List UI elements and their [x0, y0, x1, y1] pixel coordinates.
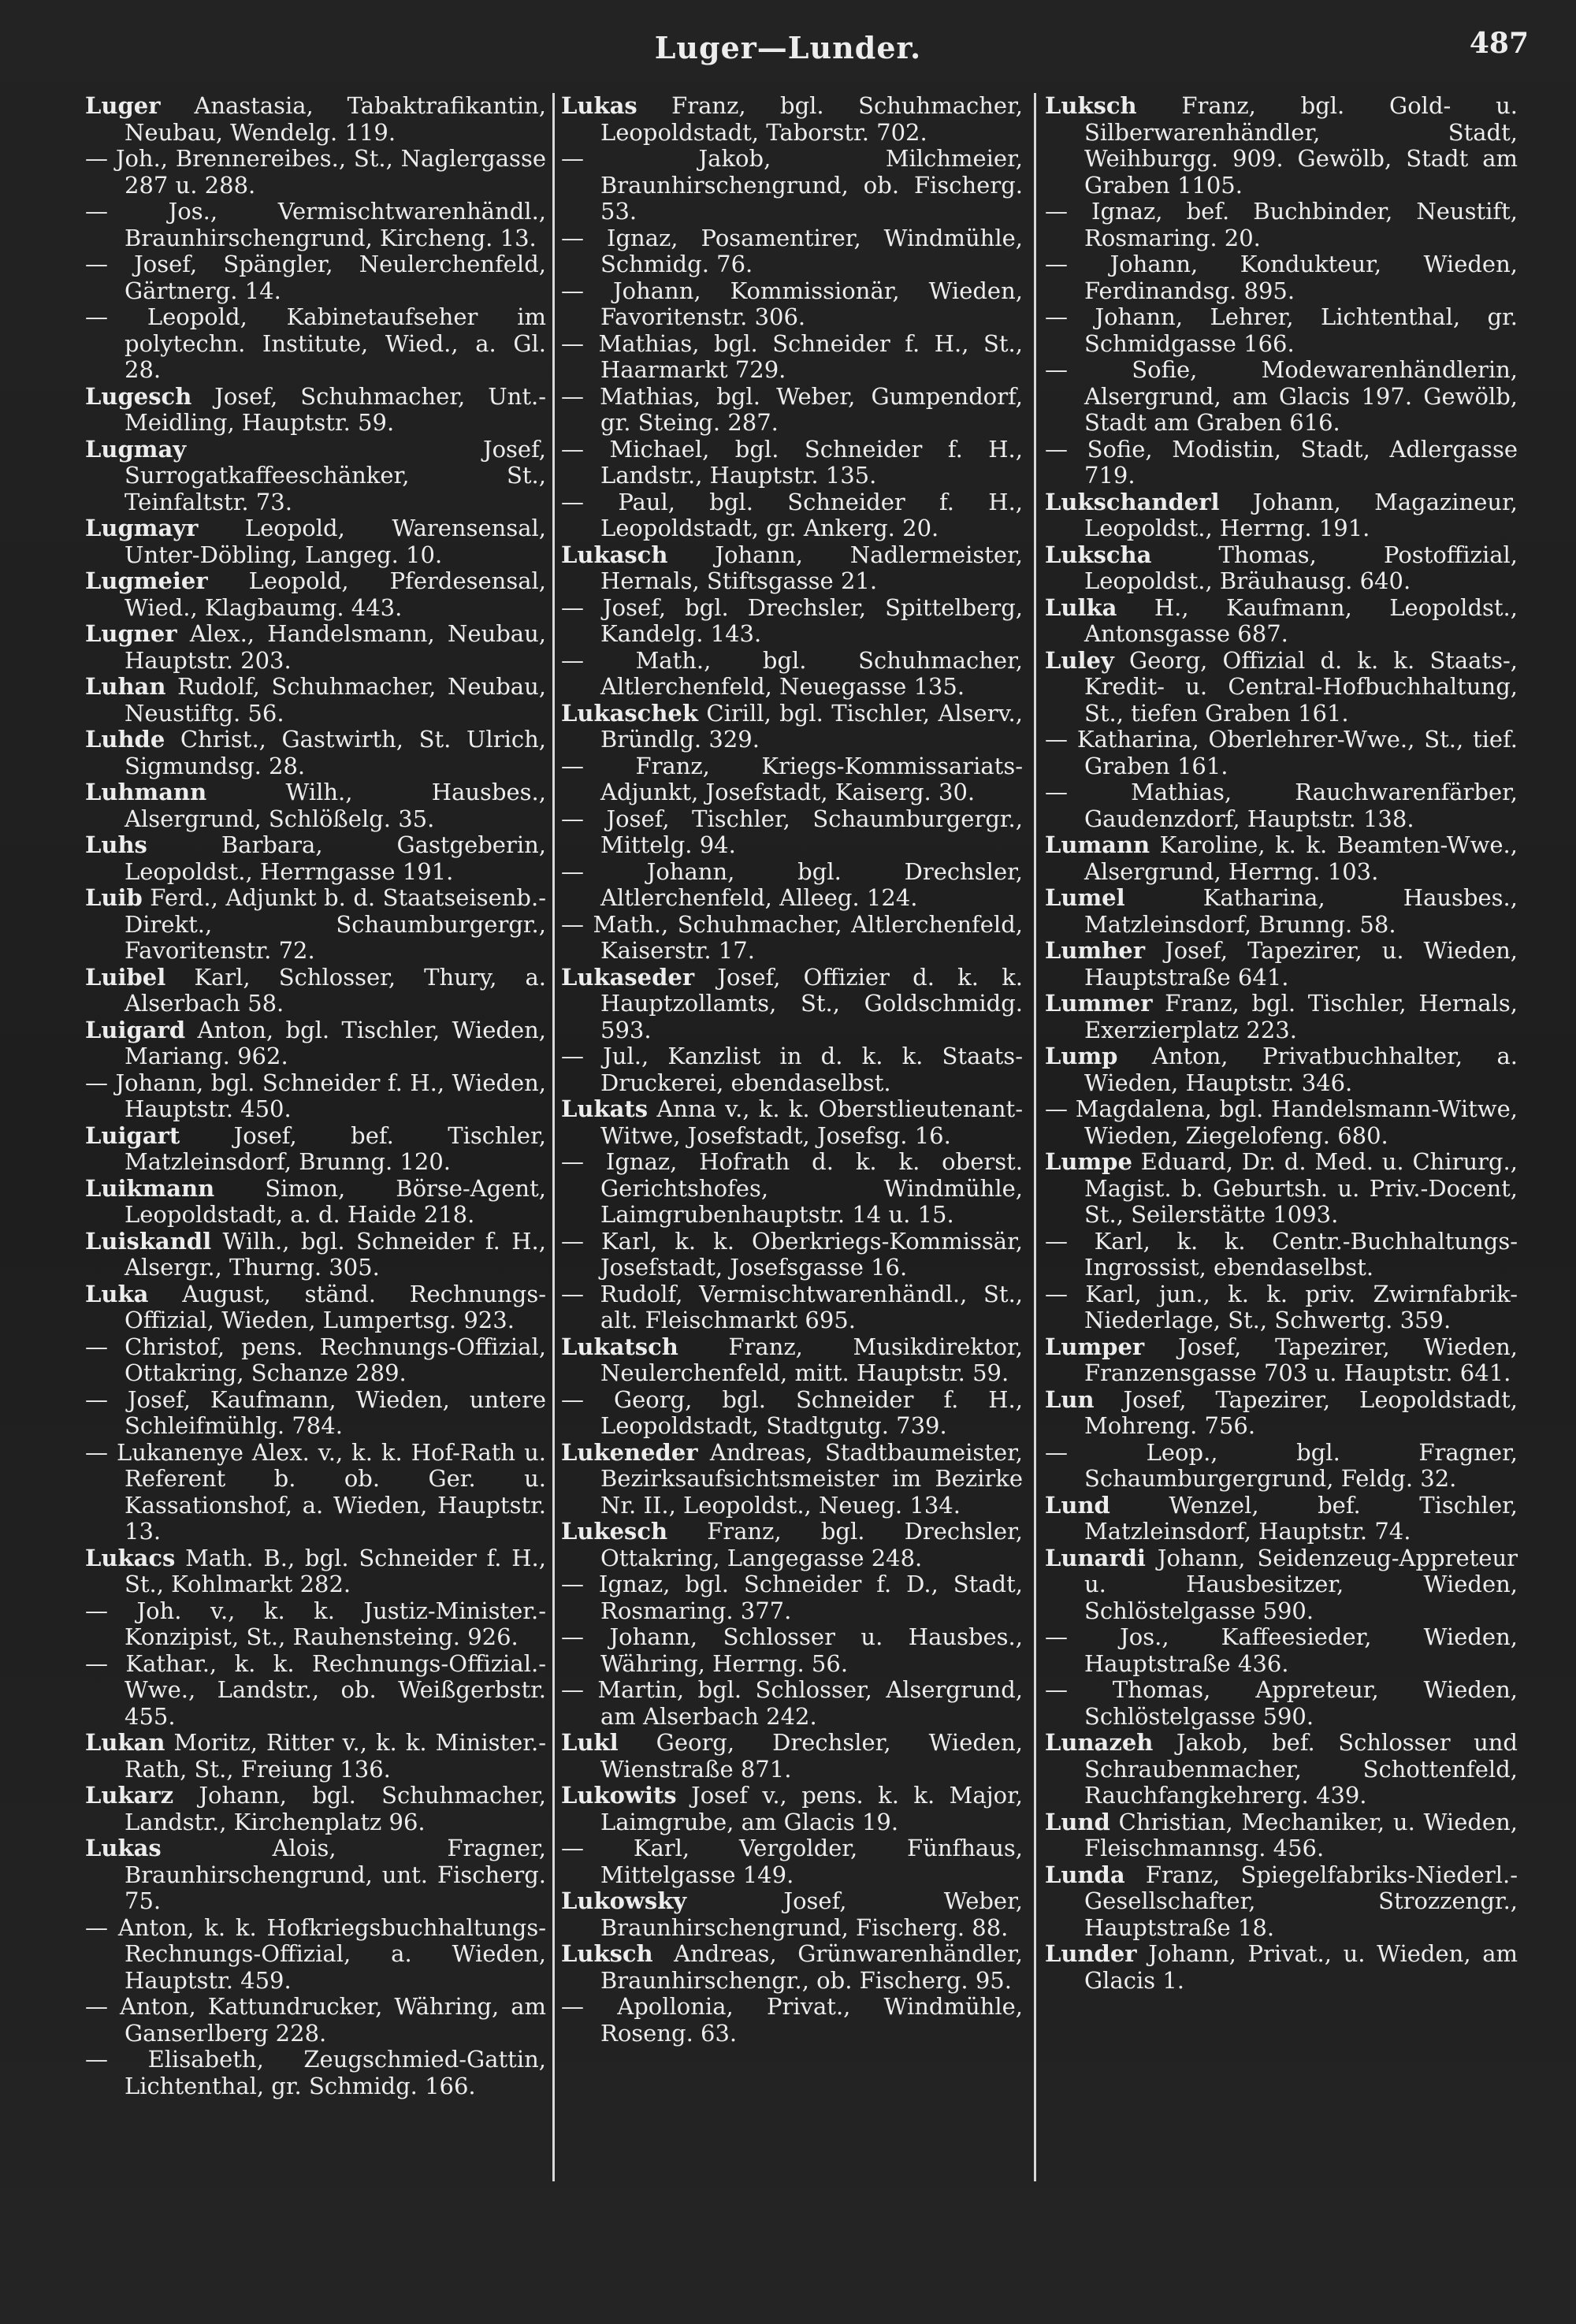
- entry-surname: Lun: [1045, 1385, 1095, 1413]
- directory-entry: [1045, 727, 1518, 779]
- entry-text: — Sofie, Modewarenhändlerin, Alsergrund, am Glacis 197. Gewölb, Stadt am Graben 616.: [1045, 356, 1518, 436]
- directory-entry: [85, 146, 546, 199]
- entry-surname: Luksch: [1045, 92, 1137, 119]
- entry-text: — Jos., Vermischtwarenhändl., Braunhirschengrund, Kircheng. 13.: [85, 198, 546, 251]
- directory-entry: [561, 701, 1023, 753]
- directory-entry: [85, 727, 546, 779]
- entry-text: Franz, bgl. Schuhmacher, Leopoldstadt, Taborstr. 702.: [600, 92, 1023, 146]
- directory-entry: [561, 1387, 1023, 1440]
- entry-text: — Josef, Tischler, Schaumburgergr., Mittelg. 94.: [561, 805, 1023, 858]
- directory-entry: [85, 674, 546, 727]
- directory-entry: [561, 1229, 1023, 1281]
- entry-text: Franz, Musikdirektor, Neulerchenfeld, mitt. Hauptstr. 59.: [600, 1333, 1023, 1386]
- entry-text: — Mathias, Rauchwarenfärber, Gaudenzdorf, Hauptstr. 138.: [1045, 779, 1518, 832]
- directory-entry: [1045, 1387, 1518, 1440]
- entry-text: — Karl, jun., k. k. priv. Zwirnfabrik-Niederlage, St., Schwertg. 359.: [1045, 1280, 1518, 1333]
- entry-surname: Lukarz: [85, 1782, 174, 1809]
- entry-text: Cirill, bgl. Tischler, Alserv., Bründlg. 329.: [600, 699, 1023, 753]
- entry-surname: Lukan: [85, 1729, 165, 1756]
- entry-text: — Johann, Lehrer, Lichtenthal, gr. Schmidgasse 166.: [1045, 303, 1518, 357]
- directory-entry: [1045, 199, 1518, 251]
- entry-text: Alois, Fragner, Braunhirschengrund, unt. Fischerg. 75.: [125, 1835, 546, 1914]
- entry-surname: Luigart: [85, 1121, 180, 1149]
- directory-entry: [1045, 1229, 1518, 1281]
- directory-entry: [561, 1730, 1023, 1783]
- entry-text: Andreas, Stadtbaumeister, Bezirksaufsichtsmeister im Bezirke Nr. II., Leopoldst., Neueg. 134.: [600, 1438, 1023, 1519]
- directory-entry: [561, 753, 1023, 806]
- entry-text: Andreas, Grünwarenhändler, Braunhirschengr., ob. Fischerg. 95.: [600, 1940, 1023, 1994]
- directory-entry: [561, 595, 1023, 648]
- entry-surname: Lukesch: [561, 1518, 668, 1545]
- entry-surname: Luikmann: [85, 1174, 215, 1202]
- entry-text: Franz, bgl. Gold- u. Silberwarenhändler, Stadt, Weihburgg. 909. Gewölb, Stadt am Graben 1105.: [1084, 92, 1518, 199]
- directory-entry: [1045, 1043, 1518, 1096]
- entry-surname: Luhan: [85, 673, 166, 700]
- entry-text: Leopold, Pferdesensal, Wied., Klagbaumg. 443.: [125, 567, 546, 621]
- entry-text: — Anton, Kattundrucker, Währing, am Ganserlberg 228.: [85, 1993, 546, 2047]
- entry-surname: Luley: [1045, 646, 1114, 674]
- entry-text: Franz, Spiegelfabriks-Niederl.-Gesellschafter, Strozzengr., Hauptstraße 18.: [1084, 1861, 1518, 1941]
- directory-entry: [561, 1519, 1023, 1571]
- directory-entry: [85, 1123, 546, 1176]
- entry-surname: Lukaseder: [561, 963, 695, 991]
- entry-text: — Johann, bgl. Drechsler, Altlerchenfeld, Alleeg. 124.: [561, 857, 1023, 911]
- directory-entry: [85, 437, 546, 516]
- directory-entry: [1045, 1624, 1518, 1677]
- directory-entry: [1045, 1941, 1518, 1994]
- entry-text: — Joh., Brennereibes., St., Naglergasse 287 u. 288.: [85, 145, 546, 199]
- entry-text: — Lukanenye Alex. v., k. k. Hof-Rath u. Referent b. ob. Ger. u. Kassationshof, a. Wieden, Hauptstr. 13.: [85, 1438, 546, 1545]
- directory-entry: [1045, 93, 1518, 199]
- entry-text: — Math., bgl. Schuhmacher, Altlerchenfeld, Neuegasse 135.: [561, 646, 1023, 700]
- entry-text: Josef, Surrogatkaffeeschänker, St., Teinfaltstr. 73.: [125, 435, 546, 515]
- entry-text: Katharina, Hausbes., Matzleinsdorf, Brunng. 58.: [1084, 884, 1518, 938]
- directory-entry: [85, 1915, 546, 1995]
- directory-entry: [85, 251, 546, 304]
- entry-text: — Georg, bgl. Schneider f. H., Leopoldstadt, Stadtgutg. 739.: [561, 1385, 1023, 1439]
- directory-entry: [85, 779, 546, 832]
- entry-surname: Lukowits: [561, 1782, 677, 1809]
- directory-entry: [85, 384, 546, 437]
- directory-entry: [561, 912, 1023, 965]
- directory-entry: [85, 1070, 546, 1123]
- entry-text: Wilh., bgl. Schneider f. H., Alsergr., Thurng. 305.: [125, 1227, 546, 1281]
- entry-text: Josef, bef. Tischler, Matzleinsdorf, Brunng. 120.: [125, 1121, 546, 1175]
- entry-text: — Sofie, Modistin, Stadt, Adlergasse 719.: [1045, 435, 1518, 489]
- directory-entry: [1045, 1809, 1518, 1862]
- entry-text: Simon, Börse-Agent, Leopoldstadt, a. d. Haide 218.: [125, 1174, 546, 1228]
- entry-surname: Lulka: [1045, 593, 1117, 621]
- entry-surname: Luigard: [85, 1016, 186, 1043]
- entry-surname: Lund: [1045, 1491, 1110, 1519]
- directory-entry: [1045, 991, 1518, 1043]
- entry-text: — Karl, Vergolder, Fünfhaus, Mittelgasse 149.: [561, 1835, 1023, 1888]
- entry-text: — Michael, bgl. Schneider f. H., Landstr., Hauptstr. 135.: [561, 435, 1023, 489]
- directory-entry: [85, 832, 546, 885]
- entry-text: Josef, Schuhmacher, Unt.-Meidling, Hauptstr. 59.: [125, 382, 546, 436]
- entry-surname: Lukl: [561, 1729, 619, 1756]
- directory-entry: [561, 648, 1023, 701]
- column-middle: [561, 93, 1023, 2047]
- entry-text: Christian, Mechaniker, u. Wieden, Fleischmannsg. 456.: [1084, 1808, 1518, 1861]
- directory-entry: [1045, 304, 1518, 357]
- page-number: 487: [1469, 27, 1529, 60]
- entry-surname: Lukas: [85, 1835, 162, 1861]
- directory-entry: [85, 1017, 546, 1070]
- directory-entry: [561, 1994, 1023, 2047]
- directory-entry: [1045, 595, 1518, 648]
- entry-surname: Luhs: [85, 831, 147, 858]
- directory-entry: [561, 1096, 1023, 1149]
- directory-entry: [561, 1571, 1023, 1624]
- entry-surname: Luib: [85, 884, 143, 911]
- entry-surname: Lukas: [561, 92, 637, 119]
- entry-text: Josef, Tapezirer, Leopoldstadt, Mohreng. 756.: [1084, 1385, 1518, 1439]
- directory-entry: [85, 965, 546, 1017]
- entry-text: Josef, Tapezirer, Wieden, Franzensgasse 703 u. Hauptstr. 641.: [1084, 1333, 1518, 1386]
- entry-text: Eduard, Dr. d. Med. u. Chirurg., Magist. b. Geburtsh. u. Priv.-Docent, St., Seilerstätte 1093.: [1084, 1148, 1518, 1228]
- entry-surname: Lumann: [1045, 831, 1150, 858]
- entry-surname: Lukscha: [1045, 541, 1152, 568]
- directory-entry: [85, 1651, 546, 1731]
- directory-entry: [561, 542, 1023, 595]
- entry-text: — Leop., bgl. Fragner, Schaumburgergrund, Feldg. 32.: [1045, 1438, 1518, 1492]
- entry-surname: Lumel: [1045, 884, 1125, 911]
- entry-text: — Math., Schuhmacher, Altlerchenfeld, Kaiserstr. 17.: [561, 910, 1023, 964]
- entry-surname: Luiskandl: [85, 1227, 212, 1255]
- entry-surname: Lukacs: [85, 1544, 176, 1571]
- directory-entry: [1045, 437, 1518, 489]
- entry-text: — Ignaz, Posamentirer, Windmühle, Schmidg. 76.: [561, 224, 1023, 277]
- entry-text: Wenzel, bef. Tischler, Matzleinsdorf, Hauptstr. 74.: [1084, 1491, 1518, 1545]
- directory-entry: [85, 2047, 546, 2099]
- directory-entry: [1045, 357, 1518, 437]
- entry-text: — Josef, bgl. Drechsler, Spittelberg, Kandelg. 143.: [561, 593, 1023, 647]
- entry-text: — Paul, bgl. Schneider f. H., Leopoldstadt, gr. Ankerg. 20.: [561, 488, 1023, 541]
- directory-entry: [85, 199, 546, 251]
- entry-text: — Ignaz, bgl. Schneider f. D., Stadt, Rosmaring. 377.: [561, 1571, 1023, 1624]
- entry-surname: Lunda: [1045, 1861, 1125, 1888]
- entry-text: — Johann, Schlosser u. Hausbes., Währing, Herrng. 56.: [561, 1623, 1023, 1677]
- directory-entry: [561, 489, 1023, 542]
- directory-entry: [85, 1598, 546, 1651]
- directory-entry: [85, 621, 546, 674]
- directory-entry: [85, 1176, 546, 1229]
- entry-text: Josef, Weber, Braunhirschengrund, Fischerg. 88.: [600, 1887, 1023, 1941]
- directory-entry: [561, 331, 1023, 384]
- entry-surname: Lund: [1045, 1808, 1110, 1835]
- entry-text: Anna v., k. k. Oberstlieutenant-Witwe, Josefstadt, Josefsg. 16.: [600, 1095, 1023, 1149]
- entry-text: Math. B., bgl. Schneider f. H., St., Kohlmarkt 282.: [125, 1544, 546, 1597]
- directory-entry: [561, 1281, 1023, 1334]
- directory-entry: [85, 1440, 546, 1545]
- directory-entry: [561, 1888, 1023, 1941]
- directory-entry: [1045, 885, 1518, 938]
- directory-entry: [1045, 1493, 1518, 1545]
- directory-entry: [561, 1334, 1023, 1387]
- entry-surname: Lunder: [1045, 1940, 1137, 1967]
- directory-entry: [1045, 489, 1518, 542]
- entry-text: — Josef, Spängler, Neulerchenfeld, Gärtnerg. 14.: [85, 251, 546, 304]
- directory-entry: [1045, 1545, 1518, 1625]
- entry-surname: Luhde: [85, 726, 165, 753]
- directory-entry: [561, 859, 1023, 912]
- directory-entry: [561, 278, 1023, 331]
- directory-entry: [1045, 1281, 1518, 1334]
- entry-text: — Katharina, Oberlehrer-Wwe., St., tief. Graben 161.: [1045, 726, 1518, 779]
- entry-surname: Luibel: [85, 963, 166, 991]
- entry-text: — Thomas, Appreteur, Wieden, Schlöstelgasse 590.: [1045, 1676, 1518, 1730]
- entry-text: Georg, Offizial d. k. k. Staats-, Kredit- u. Central-Hofbuchhaltung, St., tiefen Graben 161.: [1084, 646, 1518, 727]
- entry-text: — Leopold, Kabinetaufseher im polytechn. Institute, Wied., a. Gl. 28.: [85, 303, 546, 383]
- entry-text: August, ständ. Rechnungs-Offizial, Wieden, Lumpertsg. 923.: [125, 1280, 546, 1333]
- directory-entry: [85, 304, 546, 384]
- entry-text: — Mathias, bgl. Schneider f. H., St., Haarmarkt 729.: [561, 329, 1023, 383]
- directory-entry: [1045, 648, 1518, 727]
- directory-entry: [1045, 1334, 1518, 1387]
- entry-text: Anastasia, Tabaktrafikantin, Neubau, Wendelg. 119.: [125, 92, 546, 146]
- directory-entry: [1045, 1440, 1518, 1493]
- entry-text: — Ignaz, Hofrath d. k. k. oberst. Gerichtshofes, Windmühle, Laimgrubenhauptstr. 14 u. 15.: [561, 1148, 1023, 1228]
- entry-text: Anton, bgl. Tischler, Wieden, Mariang. 962.: [125, 1016, 546, 1069]
- entry-text: — Jos., Kaffeesieder, Wieden, Hauptstraße 436.: [1045, 1623, 1518, 1677]
- entry-text: — Martin, bgl. Schlosser, Alsergrund, am Alserbach 242.: [561, 1676, 1023, 1730]
- entry-text: Franz, bgl. Drechsler, Ottakring, Langegasse 248.: [600, 1518, 1023, 1571]
- entry-text: Karl, Schlosser, Thury, a. Alserbach 58.: [125, 963, 546, 1017]
- entry-text: Josef, Offizier d. k. k. Hauptzollamts, St., Goldschmidg. 593.: [600, 963, 1023, 1043]
- entry-text: Jakob, bef. Schlosser und Schraubenmacher, Schottenfeld, Rauchfangkehrerg. 439.: [1084, 1729, 1518, 1809]
- entry-text: Thomas, Postoffizial, Leopoldst., Bräuhausg. 640.: [1084, 541, 1518, 594]
- entry-surname: Lunardi: [1045, 1544, 1146, 1571]
- entry-text: Johann, bgl. Schuhmacher, Landstr., Kirchenplatz 96.: [125, 1782, 546, 1835]
- directory-entry: [85, 1835, 546, 1915]
- directory-entry: [561, 93, 1023, 146]
- directory-entry: [561, 1043, 1023, 1096]
- entry-surname: Luksch: [561, 1940, 653, 1967]
- entry-surname: Lugesch: [85, 382, 192, 410]
- column-divider: [552, 93, 555, 2181]
- entry-surname: Lugmeier: [85, 567, 208, 594]
- entry-text: — Mathias, bgl. Weber, Gumpendorf, gr. Steing. 287.: [561, 382, 1023, 436]
- directory-entry: [561, 1677, 1023, 1730]
- column-right: [1045, 93, 1518, 1994]
- directory-entry: [85, 1545, 546, 1598]
- directory-entry: [1045, 1677, 1518, 1730]
- column-divider: [1034, 93, 1036, 2181]
- entry-surname: Lukaschek: [561, 699, 698, 727]
- directory-entry: [561, 1783, 1023, 1835]
- entry-surname: Luger: [85, 92, 161, 119]
- entry-surname: Lukeneder: [561, 1438, 698, 1466]
- entry-text: — Josef, Kaufmann, Wieden, untere Schleifmühlg. 784.: [85, 1385, 546, 1439]
- directory-entry: [85, 1994, 546, 2047]
- entry-text: Barbara, Gastgeberin, Leopoldst., Herrngasse 191.: [125, 831, 546, 885]
- entry-surname: Lugmayr: [85, 515, 199, 541]
- entry-text: — Johann, Kondukteur, Wieden, Ferdinandsg. 895.: [1045, 251, 1518, 304]
- directory-entry: [1045, 251, 1518, 304]
- entry-text: Johann, Magazineur, Leopoldst., Herrng. 191.: [1084, 488, 1518, 541]
- entry-text: Johann, Privat., u. Wieden, am Glacis 1.: [1084, 1940, 1518, 1994]
- entry-surname: Lumher: [1045, 937, 1145, 964]
- directory-entry: [1045, 938, 1518, 991]
- directory-entry: [1045, 1096, 1518, 1149]
- entry-text: — Jul., Kanzlist in d. k. k. Staats-Druckerei, ebendaselbst.: [561, 1043, 1023, 1096]
- entry-text: — Rudolf, Vermischtwarenhändl., St., alt. Fleischmarkt 695.: [561, 1280, 1023, 1333]
- directory-entry: [85, 1281, 546, 1334]
- entry-text: Christ., Gastwirth, St. Ulrich, Sigmundsg. 28.: [125, 726, 546, 779]
- entry-text: Franz, bgl. Tischler, Hernals, Exerzierplatz 223.: [1084, 990, 1518, 1043]
- directory-entry: [1045, 1149, 1518, 1229]
- entry-surname: Luka: [85, 1280, 149, 1307]
- entry-text: — Apollonia, Privat., Windmühle, Roseng. 63.: [561, 1993, 1023, 2047]
- directory-entry: [1045, 779, 1518, 832]
- running-head: Luger—Lunder.: [654, 30, 922, 65]
- entry-text: — Kathar., k. k. Rechnungs-Offizial.-Wwe., Landstr., ob. Weißgerbstr. 455.: [85, 1649, 546, 1730]
- entry-surname: Lugner: [85, 620, 177, 647]
- entry-text: Johann, Seidenzeug-Appreteur u. Hausbesitzer, Wieden, Schlöstelgasse 590.: [1084, 1544, 1518, 1624]
- directory-entry: [85, 93, 546, 146]
- entry-surname: Lummer: [1045, 990, 1153, 1017]
- entry-text: — Johann, Kommissionär, Wieden, Favoritenstr. 306.: [561, 277, 1023, 330]
- entry-surname: Lukasch: [561, 541, 668, 568]
- entry-surname: Lukats: [561, 1095, 649, 1122]
- directory-entry: [561, 146, 1023, 225]
- directory-entry: [85, 1783, 546, 1835]
- directory-entry: [85, 885, 546, 965]
- directory-entry: [1045, 542, 1518, 595]
- entry-text: Anton, Privatbuchhalter, a. Wieden, Hauptstr. 346.: [1084, 1043, 1518, 1096]
- column-left: [85, 93, 546, 2099]
- directory-entry: [85, 1387, 546, 1440]
- page-header: [0, 22, 1576, 69]
- entry-text: — Magdalena, bgl. Handelsmann-Witwe, Wieden, Ziegelofeng. 680.: [1045, 1095, 1518, 1149]
- directory-entry: [85, 515, 546, 568]
- entry-surname: Lumpe: [1045, 1148, 1132, 1175]
- entry-surname: Lump: [1045, 1043, 1118, 1069]
- directory-entry: [85, 1730, 546, 1783]
- entry-text: Georg, Drechsler, Wieden, Wienstraße 871.: [600, 1729, 1023, 1783]
- directory-entry: [561, 806, 1023, 859]
- entry-text: Karoline, k. k. Beamten-Wwe., Alsergrund, Herrng. 103.: [1084, 831, 1518, 885]
- directory-entry: [85, 568, 546, 621]
- directory-entry: [85, 1229, 546, 1281]
- directory-entry: [561, 965, 1023, 1044]
- directory-entry: [561, 225, 1023, 278]
- directory-entry: [561, 1941, 1023, 1994]
- entry-text: — Anton, k. k. Hofkriegsbuchhaltungs-Rechnungs-Offizial, a. Wieden, Hauptstr. 459.: [85, 1913, 546, 1994]
- entry-text: Johann, Nadlermeister, Hernals, Stiftsgasse 21.: [600, 541, 1023, 594]
- entry-surname: Luhmann: [85, 779, 207, 805]
- directory-entry: [561, 1149, 1023, 1229]
- entry-surname: Lukschanderl: [1045, 488, 1220, 515]
- entry-text: — Ignaz, bef. Buchbinder, Neustift, Rosmaring. 20.: [1045, 198, 1518, 251]
- entry-text: Leopold, Warensensal, Unter-Döbling, Langeg. 10.: [125, 515, 546, 568]
- entry-text: Rudolf, Schuhmacher, Neubau, Neustiftg. 56.: [125, 673, 546, 727]
- entry-text: — Elisabeth, Zeugschmied-Gattin, Lichtenthal, gr. Schmidg. 166.: [85, 2046, 546, 2099]
- entry-text: — Christof, pens. Rechnungs-Offizial, Ottakring, Schanze 289.: [85, 1333, 546, 1386]
- entry-surname: Lukatsch: [561, 1333, 678, 1360]
- entry-text: Wilh., Hausbes., Alsergrund, Schlößelg. 35.: [125, 779, 546, 832]
- entry-text: — Franz, Kriegs-Kommissariats-Adjunkt, Josefstadt, Kaiserg. 30.: [561, 752, 1023, 805]
- entry-surname: Lugmay: [85, 435, 187, 463]
- directory-entry: [561, 384, 1023, 437]
- entry-text: Josef v., pens. k. k. Major, Laimgrube, am Glacis 19.: [600, 1782, 1023, 1835]
- directory-entry: [561, 437, 1023, 489]
- entry-surname: Lumper: [1045, 1333, 1145, 1360]
- entry-text: — Jakob, Milchmeier, Braunhirschengrund, ob. Fischerg. 53.: [561, 145, 1023, 225]
- entry-surname: Lunazeh: [1045, 1729, 1154, 1756]
- directory-entry: [561, 1835, 1023, 1888]
- entry-text: — Joh. v., k. k. Justiz-Minister.-Konzipist, St., Rauhensteing. 926.: [85, 1597, 546, 1650]
- entry-text: — Karl, k. k. Centr.-Buchhaltungs-Ingrossist, ebendaselbst.: [1045, 1227, 1518, 1281]
- directory-entry: [1045, 1730, 1518, 1809]
- entry-text: Moritz, Ritter v., k. k. Minister.-Rath, St., Freiung 136.: [125, 1729, 546, 1783]
- entry-text: H., Kaufmann, Leopoldst., Antonsgasse 687.: [1084, 593, 1518, 647]
- directory-entry: [561, 1440, 1023, 1519]
- entry-text: Ferd., Adjunkt b. d. Staatseisenb.-Direkt., Schaumburgergr., Favoritenstr. 72.: [125, 884, 546, 964]
- directory-entry: [1045, 832, 1518, 885]
- directory-entry: [1045, 1862, 1518, 1942]
- entry-text: Josef, Tapezirer, u. Wieden, Hauptstraße 641.: [1084, 937, 1518, 991]
- entry-text: — Johann, bgl. Schneider f. H., Wieden, Hauptstr. 450.: [85, 1069, 546, 1122]
- directory-entry: [85, 1334, 546, 1387]
- directory-entry: [561, 1624, 1023, 1677]
- entry-text: — Karl, k. k. Oberkriegs-Kommissär, Josefstadt, Josefsgasse 16.: [561, 1227, 1023, 1281]
- entry-text: Alex., Handelsmann, Neubau, Hauptstr. 203.: [125, 620, 546, 674]
- entry-surname: Lukowsky: [561, 1887, 687, 1914]
